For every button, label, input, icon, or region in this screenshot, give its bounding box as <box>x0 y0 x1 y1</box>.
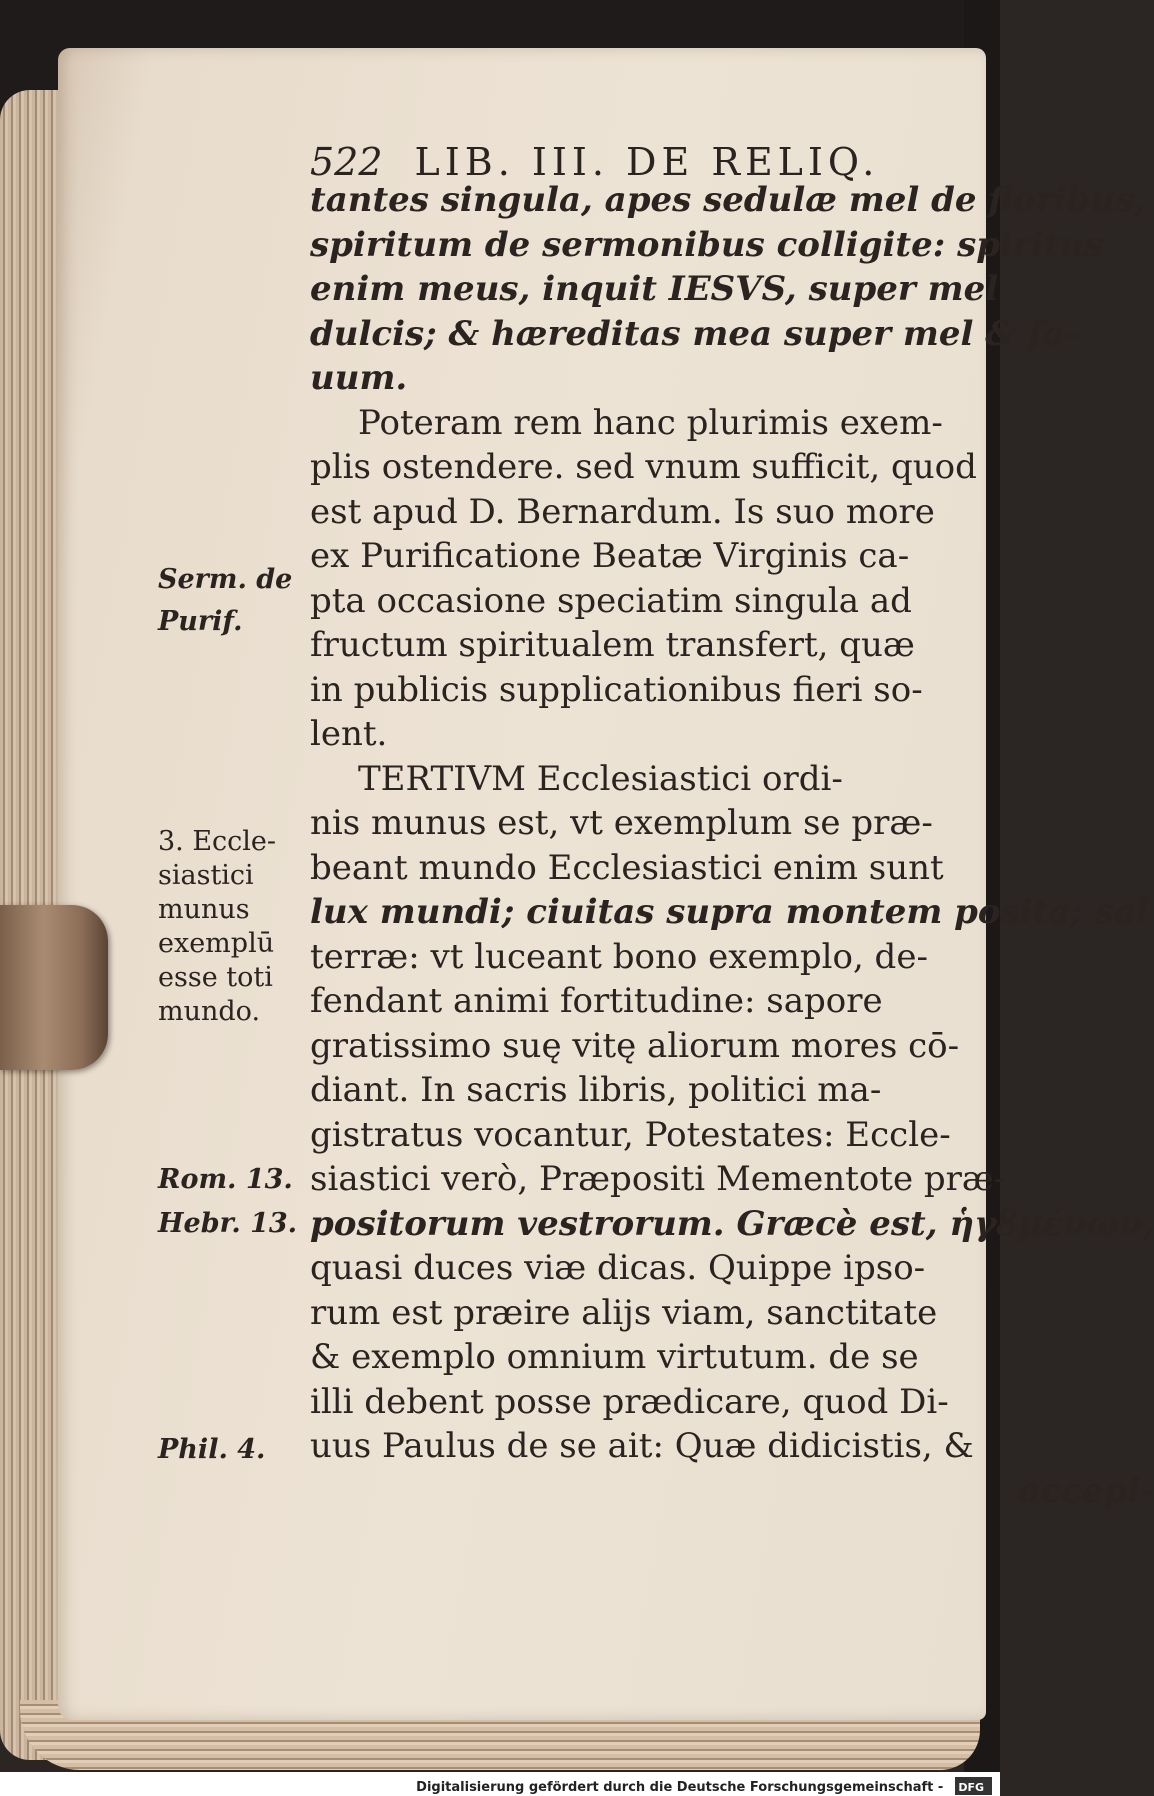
text-line: rum est præire alijs viam, sanctitate <box>310 1292 938 1333</box>
margin-note: 3. Eccle- <box>158 826 277 857</box>
margin-note: Purif. <box>158 606 243 637</box>
text-line: Poteram rem hanc plurimis exem- <box>358 402 943 443</box>
text-line: quasi duces viæ dicas. Quippe ipso- <box>310 1248 926 1288</box>
text-line: siastici verò, Præpositi Mementote præ- <box>310 1159 1006 1199</box>
margin-note: exemplū <box>158 928 275 959</box>
margin-note: Serm. de <box>158 564 293 595</box>
text-line: enim meus, inquit IESVS, super mel <box>310 269 999 309</box>
text-line: TERTIVM Ecclesiastici ordi- <box>358 758 843 799</box>
dfg-logo: DFG <box>955 1777 992 1795</box>
page-number: 522 <box>310 140 383 184</box>
text-line: dulcis; & hæreditas mea super mel & fa- <box>310 313 1079 354</box>
text-line: spiritum de sermonibus colligite: spiritus <box>310 224 1104 265</box>
text-line: uum. <box>310 358 408 398</box>
text-line: gratissimo suę vitę aliorum mores cō- <box>310 1025 960 1066</box>
text-line: in publicis supplicationibus fieri so- <box>310 669 923 710</box>
digitization-credit <box>416 1772 1000 1795</box>
text-line: terræ: vt luceant bono exemplo, de- <box>310 936 928 977</box>
book-clip <box>0 905 108 1070</box>
margin-note: Hebr. 13. <box>158 1208 298 1239</box>
text-line: pta occasione speciatim singula ad <box>310 580 912 621</box>
text-line: fendant animi fortitudine: sapore <box>310 981 883 1021</box>
text-line: est apud D. Bernardum. Is suo more <box>310 491 935 532</box>
running-title: LIB. III. DE RELIQ. <box>414 140 880 184</box>
text-line: plis ostendere. sed vnum sufficit, quod <box>310 447 977 487</box>
text-line: & exemplo omnium virtutum. de se <box>310 1337 919 1377</box>
text-line: positorum vestrorum. Græcè est, ἡγȣμένων, <box>310 1203 1154 1244</box>
text-line: lux mundi; ciuitas supra montem posita; sal <box>310 892 1149 932</box>
text-line: diant. In sacris libris, politici ma- <box>310 1070 882 1110</box>
text-line: illi debent posse prædicare, quod Di- <box>310 1381 949 1422</box>
text-line: nis munus est, vt exemplum se præ- <box>310 803 933 843</box>
digitization-credit-bar <box>0 1772 1000 1796</box>
margin-note: Phil. 4. <box>158 1434 266 1465</box>
credit-text: Digitalisierung gefördert durch die Deutsche Forschungsgemeinschaft - <box>416 1780 944 1795</box>
text-line: gistratus vocantur, Potestates: Eccle- <box>310 1114 951 1155</box>
text-line: uus Paulus de se ait: Quæ didicistis, & <box>310 1426 974 1466</box>
text-line: beant mundo Ecclesiastici enim sunt <box>310 847 944 888</box>
text-line: tantes singula, apes sedulæ mel de floribus, <box>310 180 1147 220</box>
margin-note: esse toti <box>158 962 273 993</box>
body-text <box>310 178 1154 1513</box>
text-line: ex Purificatione Beatæ Virginis ca- <box>310 536 910 576</box>
text-line: lent. <box>310 714 388 754</box>
margin-note: Rom. 13. <box>158 1164 293 1195</box>
margin-note: munus <box>158 894 250 925</box>
margin-note: mundo. <box>158 996 261 1027</box>
margin-note: siastici <box>158 860 254 891</box>
text-line: fructum spiritualem transfert, quæ <box>310 625 915 665</box>
catchword: accepi- <box>1018 1470 1154 1511</box>
